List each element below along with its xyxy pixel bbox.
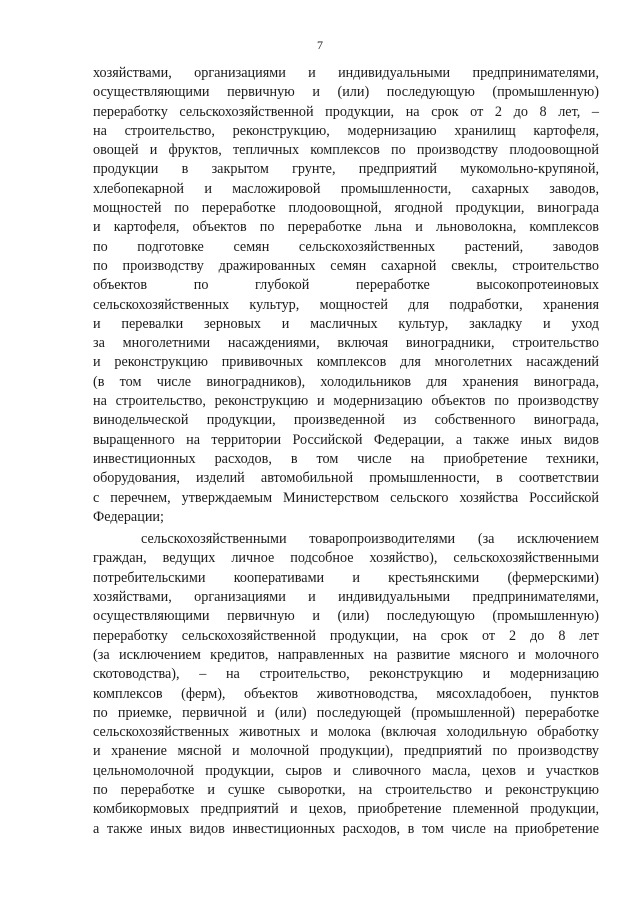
text-line: осуществляющими первичную и (или) последующую (промышленную) xyxy=(93,84,599,101)
text-line: сельскохозяйственных животных и молока (включая холодильную обработку xyxy=(93,724,599,741)
text-line: выращенного на территории Российской Федерации, а также иных видов xyxy=(93,431,599,448)
text-line: инвестиционных расходов, в том числе на приобретение техники, xyxy=(93,450,599,467)
text-line: на строительство, реконструкцию и модернизацию объектов по производству xyxy=(93,393,599,410)
text-line: комплексов (ферм), объектов животноводства, мясохладобоен, пунктов xyxy=(93,685,599,702)
text-line: граждан, ведущих личное подсобное хозяйство), сельскохозяйственными xyxy=(93,550,599,567)
body-text xyxy=(93,64,599,839)
paragraph-2 xyxy=(93,530,599,839)
text-line: и реконструкцию прививочных комплексов для многолетних насаждений xyxy=(93,354,599,371)
text-line: по переработке и сушке сыворотки, на строительство и реконструкцию xyxy=(93,781,599,798)
text-line: а также иных видов инвестиционных расходов, в том числе на приобретение xyxy=(93,820,599,837)
text-line: винодельческой продукции, произведенной из собственного винограда, xyxy=(93,412,599,429)
text-line: и хранение мясной и молочной продукции), предприятий по производству xyxy=(93,743,599,760)
text-line: переработку сельскохозяйственной продукции, на срок от 2 до 8 лет, – xyxy=(93,103,599,120)
text-line: объектов по глубокой переработке высокопротеиновых xyxy=(93,277,599,294)
text-line: оборудования, изделий автомобильной промышленности, в соответствии xyxy=(93,470,599,487)
text-line: скотоводства), – на строительство, реконструкцию и модернизацию xyxy=(93,666,599,683)
text-line: сельскохозяйственных культур, мощностей для подработки, хранения xyxy=(93,296,599,313)
text-line: по производству дражированных семян сахарной свеклы, строительство xyxy=(93,257,599,274)
text-line: комбикормовых предприятий и цехов, приобретение племенной продукции, xyxy=(93,801,599,818)
text-line: хлебопекарной и масложировой промышленности, сахарных заводов, xyxy=(93,180,599,197)
page-number: 7 xyxy=(317,38,323,52)
text-line: (за исключением кредитов, направленных на развитие мясного и молочного xyxy=(93,646,599,663)
paragraph-1 xyxy=(93,64,599,527)
text-line: Федерации; xyxy=(93,508,164,525)
text-line: осуществляющими первичную и (или) последующую (промышленную) xyxy=(93,608,599,625)
text-line: овощей и фруктов, тепличных комплексов по производству плодоовощной xyxy=(93,142,599,159)
text-line: сельскохозяйственными товаропроизводителями (за исключением xyxy=(141,531,599,548)
text-line: цельномолочной продукции, сыров и сливочного масла, цехов и участков xyxy=(93,762,599,779)
text-line: переработку сельскохозяйственной продукции, на срок от 2 до 8 лет xyxy=(93,627,599,644)
text-line: по подготовке семян сельскохозяйственных растений, заводов xyxy=(93,238,599,255)
text-line: продукции в закрытом грунте, предприятий мукомольно-крупяной, xyxy=(93,161,599,178)
text-line: (в том числе виноградников), холодильников для хранения винограда, xyxy=(93,373,599,390)
text-line: и картофеля, объектов по переработке льна и льноволокна, комплексов xyxy=(93,219,599,236)
text-line: хозяйствами, организациями и индивидуальными предпринимателями, xyxy=(93,589,599,606)
text-line: мощностей по переработке плодоовощной, ягодной продукции, винограда xyxy=(93,200,599,217)
text-line: по приемке, первичной и (или) последующей (промышленной) переработке xyxy=(93,704,599,721)
text-line: и перевалки зерновых и масличных культур, закладку и уход xyxy=(93,315,599,332)
text-line: потребительскими кооперативами и крестьянскими (фермерскими) xyxy=(93,569,599,586)
text-line: хозяйствами, организациями и индивидуальными предпринимателями, xyxy=(93,65,599,81)
text-line: за многолетними насаждениями, включая виноградники, строительство xyxy=(93,335,599,352)
text-line: на строительство, реконструкцию, модернизацию хранилищ картофеля, xyxy=(93,122,599,139)
text-line: с перечнем, утверждаемым Министерством сельского хозяйства Российской xyxy=(93,489,599,506)
